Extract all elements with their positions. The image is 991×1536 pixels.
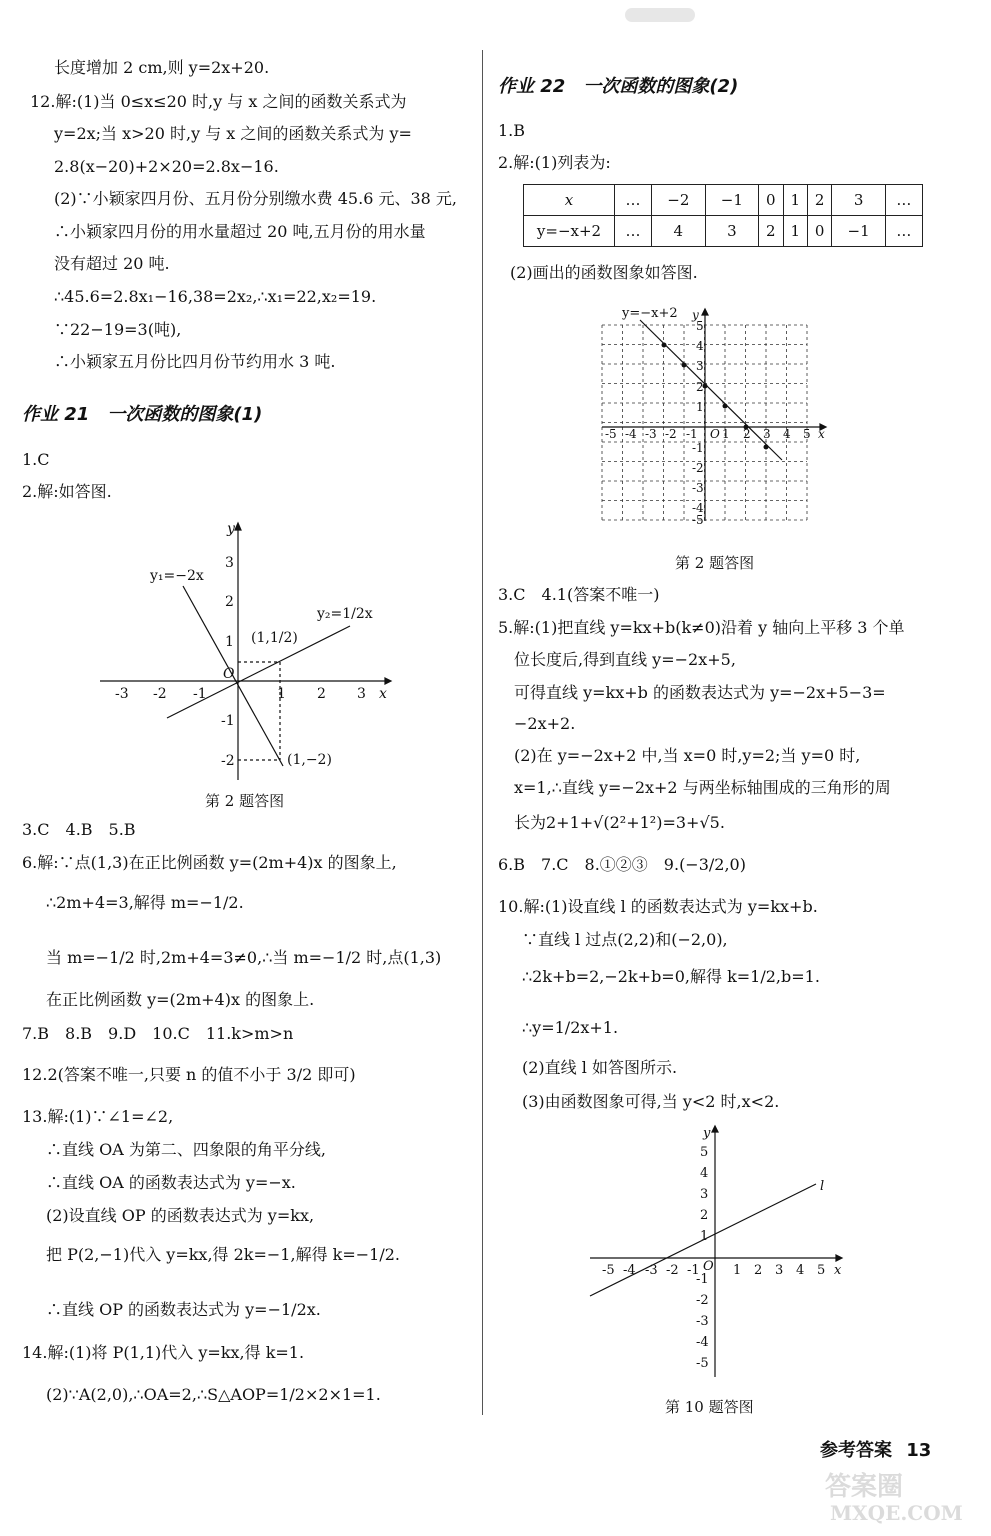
y-tick: 3: [225, 555, 234, 571]
table-cell: −2: [652, 185, 706, 216]
text-line: 1.C: [22, 450, 50, 469]
text-line: 当 m=−1/2 时,2m+4=3≠0,∴当 m=−1/2 时,点(1,3): [46, 948, 442, 967]
x-tick: 1: [277, 686, 286, 702]
table-cell: …: [885, 185, 922, 216]
y-arrow-icon: [235, 523, 241, 530]
line-label: y₂=1/2x: [317, 606, 373, 622]
origin-label: O: [710, 427, 720, 441]
table-cell: x: [524, 185, 615, 216]
x-tick: -4: [623, 1263, 636, 1278]
text-line: (2)∵A(2,0),∴OA=2,∴S△AOP=1/2×2×1=1.: [46, 1385, 381, 1404]
point-label: (1,−2): [287, 752, 332, 768]
text-line: −2x+2.: [514, 714, 576, 733]
y-tick: 4: [696, 339, 704, 353]
text-line: (2)∵小颖家四月份、五月份分别缴水费 45.6 元、38 元,: [54, 189, 457, 208]
watermark-logo: [820, 1465, 985, 1525]
svg-text:MXQE.COM: MXQE.COM: [830, 1501, 963, 1525]
graph-q10: [588, 1122, 850, 1384]
text-line: ∴小颖家四月份的用水量超过 20 吨,五月份的用水量: [54, 222, 426, 241]
line-label: y₁=−2x: [150, 568, 204, 584]
y-tick: 5: [700, 1145, 709, 1160]
y-tick: -3: [692, 481, 704, 495]
data-point: [682, 363, 687, 368]
y-axis-label: y: [692, 308, 699, 322]
text-line: ∴2m+4=3,解得 m=−1/2.: [46, 893, 244, 912]
x-tick: -1: [686, 427, 698, 441]
section-heading: 作业 22 一次函数的图象(2): [498, 76, 739, 97]
text-line: (2)画出的函数图象如答图.: [510, 263, 698, 282]
table-cell: …: [885, 216, 922, 247]
origin-label: O: [223, 666, 235, 682]
svg-text:答案圈: 答案圈: [825, 1472, 904, 1502]
x-tick: -5: [602, 1263, 615, 1278]
line-label: y=−x+2: [622, 306, 678, 321]
y-arrow-icon: [712, 1126, 718, 1132]
y-tick: -1: [696, 1272, 709, 1287]
table-cell: 4: [652, 216, 706, 247]
table-cell: 3: [705, 216, 759, 247]
text-line: 13.解:(1)∵∠1=∠2,: [22, 1107, 174, 1126]
x-arrow-icon: [836, 1255, 842, 1261]
y-tick: 1: [700, 1229, 709, 1244]
table-cell: …: [615, 185, 652, 216]
text-line: 12.2(答案不唯一,只要 n 的值不小于 3/2 即可): [22, 1065, 356, 1084]
x-tick: -3: [645, 427, 657, 441]
text-line: (3)由函数图象可得,当 y<2 时,x<2.: [522, 1092, 780, 1111]
x-tick: 4: [796, 1263, 805, 1278]
text-line: 在正比例函数 y=(2m+4)x 的图象上.: [46, 990, 315, 1009]
x-tick: -4: [625, 427, 637, 441]
text-line: 2.解:如答图.: [22, 482, 112, 501]
data-point: [662, 343, 667, 348]
table-cell: 2: [807, 185, 831, 216]
x-tick: -2: [153, 686, 167, 702]
y-arrow-icon: [702, 309, 708, 315]
text-line: 1.B: [498, 121, 526, 140]
point-label: (1,1/2): [251, 630, 298, 646]
text-line: ∴2k+b=2,−2k+b=0,解得 k=1/2,b=1.: [522, 967, 820, 986]
y-tick: 1: [696, 400, 704, 414]
y-tick: 3: [696, 359, 704, 373]
text-line: 3.C 4.1(答案不唯一): [498, 585, 660, 604]
y-tick: 4: [700, 1166, 709, 1181]
origin-label: O: [703, 1259, 714, 1274]
y-tick: -5: [696, 1356, 709, 1371]
text-line: 7.B 8.B 9.D 10.C 11.k>m>n: [22, 1024, 294, 1043]
y-tick: 5: [696, 319, 704, 333]
table-cell: y=−x+2: [524, 216, 615, 247]
y-tick: -2: [696, 1293, 709, 1308]
table-cell: 0: [759, 185, 783, 216]
text-line: ∵直线 l 过点(2,2)和(−2,0),: [522, 930, 728, 949]
graph-q2-left: [95, 518, 395, 786]
x-tick: 2: [754, 1263, 763, 1278]
x-tick: 3: [357, 686, 366, 702]
table-cell: 1: [783, 216, 807, 247]
text-line: ∴直线 OA 为第二、四象限的角平分线,: [46, 1140, 326, 1159]
y-axis-label: y: [227, 521, 235, 537]
text-line: ∴y=1/2x+1.: [522, 1018, 619, 1037]
table-cell: 0: [807, 216, 831, 247]
y-tick: -2: [221, 753, 235, 769]
x-tick: -1: [687, 1263, 700, 1278]
text-line: 6.解:∵点(1,3)在正比例函数 y=(2m+4)x 的图象上,: [22, 853, 397, 872]
x-tick: 1: [733, 1263, 742, 1278]
text-line: (2)在 y=−2x+2 中,当 x=0 时,y=2;当 y=0 时,: [514, 746, 861, 765]
x-axis-label: x: [818, 427, 825, 441]
section-heading: 作业 21 一次函数的图象(1): [22, 404, 263, 425]
text-line: ∴小颖家五月份比四月份节约用水 3 吨.: [54, 352, 336, 371]
figure-caption: 第 10 题答图: [665, 1398, 754, 1416]
text-line: y=2x;当 x>20 时,y 与 x 之间的函数关系式为 y=: [54, 124, 412, 143]
text-line: 长度增加 2 cm,则 y=2x+20.: [54, 58, 270, 77]
text-line: ∴45.6=2.8x₁−16,38=2x₂,∴x₁=22,x₂=19.: [54, 287, 377, 306]
y-tick: 2: [225, 594, 234, 610]
text-line: 位长度后,得到直线 y=−2x+5,: [514, 650, 736, 669]
table-cell: 2: [759, 216, 783, 247]
text-line: x=1,∴直线 y=−2x+2 与两坐标轴围成的三角形的周: [514, 778, 891, 797]
text-line: 2.8(x−20)+2×20=2.8x−16.: [54, 157, 279, 176]
page-number: 13: [906, 1440, 932, 1461]
x-tick: -5: [605, 427, 617, 441]
page-footer: [820, 1436, 931, 1462]
y-tick: -4: [692, 501, 704, 515]
y-tick: 3: [700, 1187, 709, 1202]
x-tick: -2: [665, 427, 677, 441]
y-tick: -2: [692, 461, 704, 475]
table-cell: −1: [705, 185, 759, 216]
y-axis-label: y: [703, 1126, 711, 1141]
x-arrow-icon: [385, 678, 391, 684]
text-line: ∴直线 OP 的函数表达式为 y=−1/2x.: [46, 1300, 321, 1319]
text-line: 没有超过 20 吨.: [54, 254, 170, 273]
x-tick: 1: [722, 427, 730, 441]
table-row: [524, 216, 923, 247]
top-decoration: [625, 8, 695, 22]
x-tick: 3: [775, 1263, 784, 1278]
text-line: 可得直线 y=kx+b 的函数表达式为 y=−2x+5−3=: [514, 683, 886, 702]
x-tick: 3: [763, 427, 771, 441]
line-label: l: [820, 1179, 825, 1194]
y-tick: -1: [221, 713, 235, 729]
text-line: 3.C 4.B 5.B: [22, 820, 136, 839]
text-line: 6.B 7.C 8.①②③ 9.(−3/2,0): [498, 855, 746, 874]
data-point: [723, 404, 728, 409]
column-divider: [482, 50, 483, 1415]
footer-label: 参考答案: [820, 1440, 892, 1461]
table-cell: …: [615, 216, 652, 247]
text-line: (2)直线 l 如答图所示.: [522, 1058, 678, 1077]
table-row: [524, 185, 923, 216]
text-line: (2)设直线 OP 的函数表达式为 y=kx,: [46, 1206, 315, 1225]
x-axis-label: x: [379, 686, 387, 702]
table-cell: −1: [832, 216, 886, 247]
y-tick: -1: [692, 441, 704, 455]
text-line: 长为2+1+√(2²+1²)=3+√5.: [514, 813, 725, 832]
x-tick: 2: [743, 427, 751, 441]
x-axis-label: x: [834, 1263, 842, 1278]
text-line: 14.解:(1)将 P(1,1)代入 y=kx,得 k=1.: [22, 1343, 305, 1362]
text-line: 把 P(2,−1)代入 y=kx,得 2k=−1,解得 k=−1/2.: [46, 1245, 400, 1264]
x-tick: -3: [645, 1263, 658, 1278]
table-cell: 3: [832, 185, 886, 216]
figure-caption: 第 2 题答图: [205, 792, 285, 810]
y-tick: 2: [696, 380, 704, 394]
text-line: 12.解:(1)当 0≤x≤20 时,y 与 x 之间的函数关系式为: [30, 92, 407, 111]
y-tick: 2: [700, 1208, 709, 1223]
x-tick: -2: [666, 1263, 679, 1278]
text-line: ∵22−19=3(吨),: [54, 320, 182, 339]
y-tick: 1: [225, 634, 234, 650]
table-cell: 1: [783, 185, 807, 216]
x-tick: 5: [803, 427, 811, 441]
text-line: 2.解:(1)列表为:: [498, 153, 611, 172]
x-tick: 4: [783, 427, 791, 441]
y-tick: -5: [692, 513, 704, 525]
text-line: 10.解:(1)设直线 l 的函数表达式为 y=kx+b.: [498, 897, 818, 916]
text-line: ∴直线 OA 的函数表达式为 y=−x.: [46, 1173, 296, 1192]
text-line: 5.解:(1)把直线 y=kx+b(k≠0)沿着 y 轴向上平移 3 个单: [498, 618, 905, 637]
y-tick: -3: [696, 1314, 709, 1329]
y-tick: -4: [696, 1335, 709, 1350]
x-tick: 2: [317, 686, 326, 702]
x-tick: 5: [817, 1263, 826, 1278]
value-table: [523, 184, 923, 247]
data-point: [764, 445, 769, 450]
x-tick: -3: [115, 686, 129, 702]
x-tick: -1: [193, 686, 207, 702]
graph-q2-right: [600, 305, 830, 525]
figure-caption: 第 2 题答图: [675, 554, 755, 572]
